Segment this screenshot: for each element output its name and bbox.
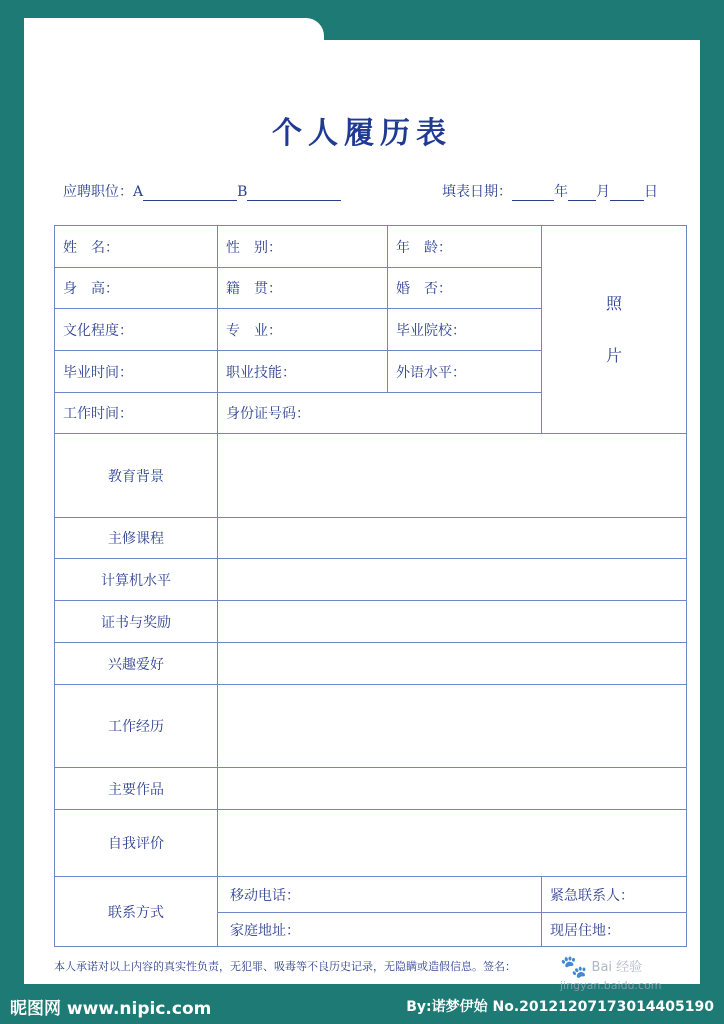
computer-label: 计算机水平 [55,559,218,601]
fill-date-row [442,181,658,201]
resume-table [54,225,687,947]
works-cell[interactable] [218,768,687,810]
work-exp-cell[interactable] [218,685,687,768]
current-field[interactable]: 现居住地： [542,913,687,947]
self-eval-label: 自我评价 [55,810,218,877]
promise-text: 本人承诺对以上内容的真实性负责，无犯罪、吸毒等不良历史记录，无隐瞒或造假信息。签名： [54,960,516,973]
month-line[interactable] [568,186,596,201]
table-row [55,434,687,518]
apply-position-label: 应聘职位： [63,184,133,200]
table-row [55,768,687,810]
year-line[interactable] [512,186,554,201]
apply-position-row [63,181,341,201]
works-label: 主要作品 [55,768,218,810]
grad-time-field[interactable]: 毕业时间： [55,351,218,393]
edu-bg-label: 教育背景 [55,434,218,518]
apply-b-line[interactable] [247,186,341,201]
month-label: 月 [596,184,610,200]
photo-box[interactable] [542,226,687,434]
table-row [55,226,687,268]
apply-b-label: B [237,184,248,200]
major-field[interactable]: 专 业： [218,309,388,351]
day-line[interactable] [610,186,644,201]
work-exp-label: 工作经历 [55,685,218,768]
edu-bg-cell[interactable] [218,434,687,518]
watermark-site: jingyan.baidu.com [560,979,662,992]
certs-label: 证书与奖励 [55,601,218,643]
height-field[interactable]: 身 高： [55,268,218,309]
footer-id: By:诺梦伊始 No.20121207173014405190 [406,999,714,1015]
self-eval-cell[interactable] [218,810,687,877]
hobbies-cell[interactable] [218,643,687,685]
certs-cell[interactable] [218,601,687,643]
photo-label-1: 照 [605,293,622,313]
table-row [55,877,687,913]
footer-nipic: 昵图网 www.nipic.com [10,999,212,1019]
table-row [55,601,687,643]
school-field[interactable]: 毕业院校： [388,309,542,351]
native-field[interactable]: 籍 贯： [218,268,388,309]
hobbies-label: 兴趣爱好 [55,643,218,685]
name-field[interactable]: 姓 名： [55,226,218,268]
emergency-field[interactable]: 紧急联系人： [542,877,687,913]
table-row [55,685,687,768]
computer-cell[interactable] [218,559,687,601]
page-title: 个人履历表 [272,116,452,151]
watermark-text: Bai 经验 [591,960,643,975]
apply-a-label: A [133,184,144,200]
apply-a-line[interactable] [143,186,237,201]
age-field[interactable]: 年 龄： [388,226,542,268]
marital-field[interactable]: 婚 否： [388,268,542,309]
work-time-field[interactable]: 工作时间： [55,393,218,434]
photo-label-2: 片 [605,345,622,365]
gender-field[interactable]: 性 别： [218,226,388,268]
mobile-field[interactable]: 移动电话： [218,877,542,913]
day-label: 日 [644,184,658,200]
id-number-field[interactable]: 身份证号码： [218,393,542,434]
contact-label: 联系方式 [55,877,218,947]
table-row [55,810,687,877]
fill-date-label: 填表日期： [442,184,512,200]
table-row [55,643,687,685]
language-field[interactable]: 外语水平： [388,351,542,393]
table-row [55,518,687,559]
courses-label: 主修课程 [55,518,218,559]
home-field[interactable]: 家庭地址： [218,913,542,947]
table-row [55,559,687,601]
education-field[interactable]: 文化程度： [55,309,218,351]
skills-field[interactable]: 职业技能： [218,351,388,393]
year-label: 年 [554,184,568,200]
baidu-watermark [560,955,662,992]
paw-icon: 🐾 [560,955,588,980]
courses-cell[interactable] [218,518,687,559]
